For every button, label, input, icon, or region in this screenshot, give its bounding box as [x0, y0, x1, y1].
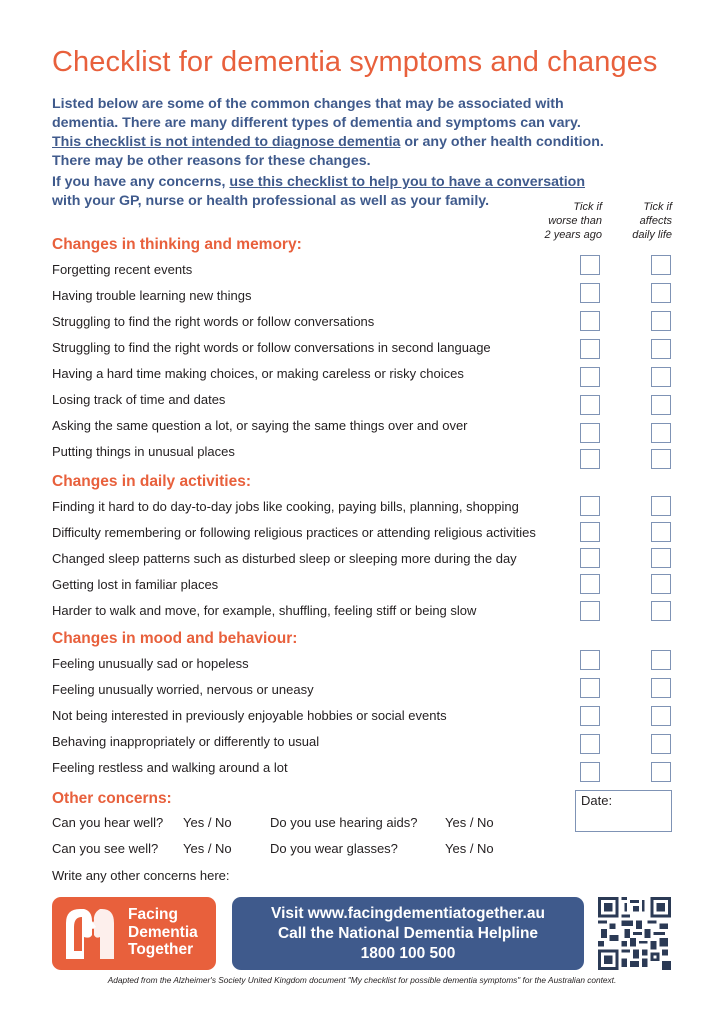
checklist-item: Feeling unusually sad or hopeless	[52, 656, 249, 671]
checklist-item: Not being interested in previously enjoyable hobbies or social events	[52, 708, 447, 723]
checklist-item: Losing track of time and dates	[52, 392, 226, 407]
checkbox-worse[interactable]	[580, 601, 600, 621]
logo-line: Dementia	[128, 923, 198, 941]
checklist-item: Struggling to find the right words or follow conversations	[52, 314, 375, 329]
checkbox-affects[interactable]	[651, 395, 671, 415]
page-title: Checklist for dementia symptoms and changes	[52, 46, 658, 78]
checkbox-worse[interactable]	[580, 395, 600, 415]
two-faces-icon	[62, 907, 122, 961]
column-header-worse-line: worse than	[548, 215, 602, 227]
checkbox-affects[interactable]	[651, 574, 671, 594]
checkbox-worse[interactable]	[580, 548, 600, 568]
checkbox-affects[interactable]	[651, 255, 671, 275]
checkbox-worse[interactable]	[580, 734, 600, 754]
checklist-item: Forgetting recent events	[52, 262, 193, 277]
checkbox-affects[interactable]	[651, 762, 671, 782]
checkbox-affects[interactable]	[651, 734, 671, 754]
date-label: Date:	[581, 793, 613, 808]
column-header-affects-line: Tick if	[643, 201, 672, 213]
source-footnote: Adapted from the Alzheimer's Society United Kingdom document "My checklist for possible dementia symptoms" for the Australian context.	[107, 975, 617, 985]
checkbox-affects[interactable]	[651, 496, 671, 516]
checkbox-affects[interactable]	[651, 650, 671, 670]
helpline-text: Call the National Dementia Helpline	[277, 925, 539, 942]
checkbox-worse[interactable]	[580, 496, 600, 516]
section-heading-daily: Changes in daily activities:	[52, 473, 251, 490]
checklist-item: Asking the same question a lot, or saying the same things over and over	[52, 418, 468, 433]
column-header-affects-line: affects	[639, 215, 672, 227]
intro-line-4: There may be other reasons for these changes.	[52, 153, 371, 169]
checkbox-affects[interactable]	[651, 522, 671, 542]
checkbox-affects[interactable]	[651, 283, 671, 303]
checkbox-worse[interactable]	[580, 650, 600, 670]
section-heading-other: Other concerns:	[52, 790, 172, 807]
answer-see[interactable]: Yes / No	[183, 841, 232, 856]
column-header-affects-line: daily life	[632, 229, 672, 241]
checklist-item: Putting things in unusual places	[52, 444, 235, 459]
checkbox-worse[interactable]	[580, 706, 600, 726]
checklist-item: Difficulty remembering or following religious practices or attending religious activities	[52, 525, 536, 540]
intro-line-6: with your GP, nurse or health professional as well as your family.	[52, 193, 490, 209]
column-header-worse-line: Tick if	[573, 201, 602, 213]
checklist-item: Having a hard time making choices, or making careless or risky choices	[52, 366, 464, 381]
checkbox-affects[interactable]	[651, 706, 671, 726]
question-see: Can you see well?	[52, 841, 159, 856]
checkbox-worse[interactable]	[580, 423, 600, 443]
checkbox-worse[interactable]	[580, 255, 600, 275]
checkbox-worse[interactable]	[580, 339, 600, 359]
intro-line-3	[52, 133, 682, 152]
checkbox-affects[interactable]	[651, 548, 671, 568]
website-link[interactable]: Visit www.facingdementiatogether.au	[271, 905, 545, 922]
intro-line-5	[52, 173, 682, 192]
checkbox-affects[interactable]	[651, 339, 671, 359]
intro-line-2: dementia. There are many different types of dementia and symptoms can vary.	[52, 115, 581, 131]
checklist-item: Finding it hard to do day-to-day jobs like cooking, paying bills, planning, shopping	[52, 499, 519, 514]
checklist-item: Feeling restless and walking around a lot	[52, 760, 288, 775]
checkbox-worse[interactable]	[580, 283, 600, 303]
checkbox-affects[interactable]	[651, 423, 671, 443]
checklist-item: Harder to walk and move, for example, shuffling, feeling stiff or being slow	[52, 603, 477, 618]
checklist-item: Changed sleep patterns such as disturbed sleep or sleeping more during the day	[52, 551, 517, 566]
intro-disclaimer: This checklist is not intended to diagnose dementia	[52, 134, 401, 150]
question-hear: Can you hear well?	[52, 815, 164, 830]
intro-line-1: Listed below are some of the common changes that may be associated with	[52, 96, 564, 112]
checkbox-worse[interactable]	[580, 367, 600, 387]
answer-hearing-aids[interactable]: Yes / No	[445, 815, 494, 830]
logo-line: Together	[128, 941, 194, 958]
column-header-worse-line: 2 years ago	[544, 229, 602, 241]
answer-hear[interactable]: Yes / No	[183, 815, 232, 830]
intro-conversation-link: use this checklist to help you to have a conversation	[229, 174, 585, 190]
checklist-item: Feeling unusually worried, nervous or uneasy	[52, 682, 314, 697]
checkbox-affects[interactable]	[651, 311, 671, 331]
checkbox-worse[interactable]	[580, 762, 600, 782]
contact-banner	[232, 897, 584, 970]
column-header-affects	[620, 200, 672, 242]
qr-code-icon	[598, 897, 671, 970]
intro-text	[52, 95, 682, 211]
section-heading-thinking: Changes in thinking and memory:	[52, 236, 302, 253]
helpline-number[interactable]: 1800 100 500	[360, 945, 456, 962]
other-concerns-prompt: Write any other concerns here:	[52, 868, 230, 883]
question-hearing-aids: Do you use hearing aids?	[270, 815, 418, 830]
checkbox-affects[interactable]	[651, 367, 671, 387]
section-heading-mood: Changes in mood and behaviour:	[52, 630, 298, 647]
checkbox-affects[interactable]	[651, 601, 671, 621]
checkbox-worse[interactable]	[580, 311, 600, 331]
intro-line-5-start: If you have any concerns,	[52, 174, 230, 190]
question-glasses: Do you wear glasses?	[270, 841, 398, 856]
checklist-item: Behaving inappropriately or differently to usual	[52, 734, 320, 749]
checklist-item: Struggling to find the right words or follow conversations in second language	[52, 340, 491, 355]
intro-line-3-rest: or any other health condition.	[400, 134, 604, 150]
checkbox-affects[interactable]	[651, 678, 671, 698]
facing-dementia-together-logo	[52, 897, 216, 970]
checkbox-affects[interactable]	[651, 449, 671, 469]
checkbox-worse[interactable]	[580, 522, 600, 542]
answer-glasses[interactable]: Yes / No	[445, 841, 494, 856]
checkbox-worse[interactable]	[580, 449, 600, 469]
logo-line: Facing	[128, 906, 178, 923]
checklist-item: Getting lost in familiar places	[52, 577, 219, 592]
date-field[interactable]	[575, 790, 672, 832]
checkbox-worse[interactable]	[580, 574, 600, 594]
logo-text	[128, 906, 198, 959]
checklist-item: Having trouble learning new things	[52, 288, 252, 303]
column-header-worse	[530, 200, 602, 242]
checkbox-worse[interactable]	[580, 678, 600, 698]
